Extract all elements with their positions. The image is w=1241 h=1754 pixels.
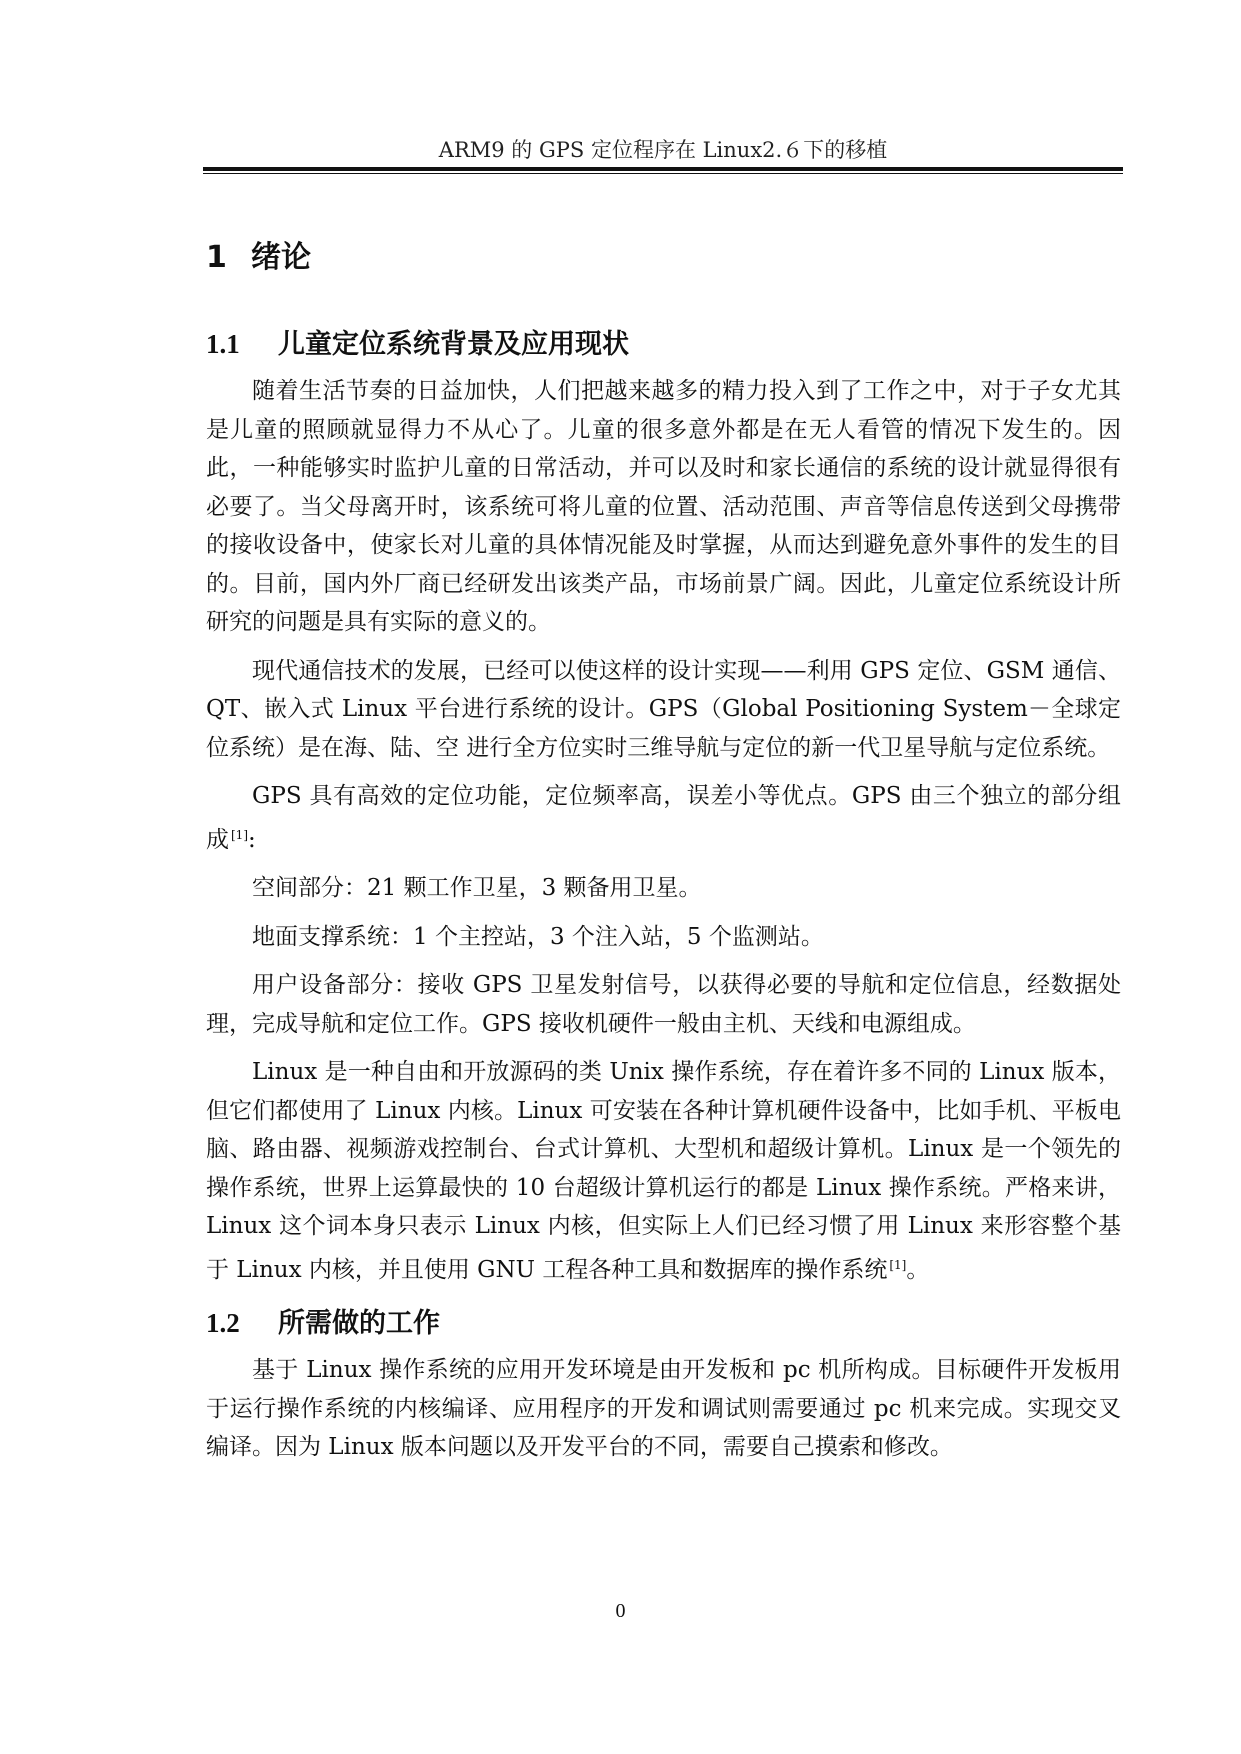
citation-marker: [1]: [889, 1257, 907, 1272]
chapter-number: 1: [206, 240, 227, 275]
paragraph: [206, 1053, 1121, 1289]
paragraph: 现代通信技术的发展，已经可以使这样的设计实现——利用 GPS 定位、GSM 通信、QT、嵌入式 Linux 平台进行系统的设计。GPS（Global Positioning System－全球定位系统）是在海、陆、空 进行全方位实时三维导航与定位的新一代卫星导航与定位系统。: [206, 657, 1121, 761]
paragraph-text: GPS 具有高效的定位功能，定位频率高，误差小等优点。GPS 由三个独立的部分组成: [206, 783, 1121, 853]
header-rule-thick: [203, 167, 1123, 171]
page-body: [206, 228, 1121, 1477]
running-header: ARM9 的 GPS 定位程序在 Linux2.６下的移植: [438, 138, 888, 162]
citation-marker: [1]: [231, 827, 248, 842]
section-heading-1-1: [206, 320, 1121, 368]
header-rule-thin: [203, 173, 1123, 174]
section-number: 1.2: [206, 1308, 240, 1338]
paragraph: [206, 777, 1121, 859]
paragraph: 空间部分：21 颗工作卫星，3 颗备用卫星。: [252, 875, 702, 901]
citation-suffix: 。: [906, 1256, 930, 1283]
paragraph: 用户设备部分：接收 GPS 卫星发射信号，以获得必要的导航和定位信息，经数据处理，完成导航和定位工作。GPS 接收机硬件一般由主机、天线和电源组成。: [206, 972, 1121, 1037]
paragraph-text: Linux 是一种自由和开放源码的类 Unix 操作系统，存在着许多不同的 Linux 版本，但它们都使用了 Linux 内核。Linux 可安装在各种计算机硬件设备中，比如手机、平板电脑、路由器、视频游戏控制台、台式计算机、大型机和超级计算机。Linux 是一个领先的操作系统，世界上运算最快的 10 台超级计算机运行的都是 Linux 操作系统。严格来讲，Linux 这个词本身只表示 Linux 内核，但实际上人们已经习惯了用 Linux 来形容整个基于 Linux 内核，并且使用 GNU 工程各种工具和数据库的操作系统: [206, 1059, 1121, 1283]
section-heading-1-2: [206, 1299, 1121, 1347]
section-number: 1.1: [206, 329, 240, 359]
section-title: 儿童定位系统背景及应用现状: [278, 329, 629, 360]
paragraph: 随着生活节奏的日益加快，人们把越来越多的精力投入到了工作之中，对于子女尤其是儿童的照顾就显得力不从心了。儿童的很多意外都是在无人看管的情况下发生的。因此，一种能够实时监护儿童的日常活动，并可以及时和家长通信的系统的设计就显得很有必要了。当父母离开时，该系统可将儿童的位置、活动范围、声音等信息传送到父母携带的接收设备中，使家长对儿童的具体情况能及时掌握，从而达到避免意外事件的发生的目的。目前，国内外厂商已经研发出该类产品，市场前景广阔。因此，儿童定位系统设计所研究的问题是具有实际的意义的。: [206, 378, 1121, 635]
paragraph: 地面支撑系统：1 个主控站，3 个注入站，5 个监测站。: [252, 923, 824, 950]
chapter-heading: [206, 228, 1121, 288]
citation-suffix: :: [248, 826, 256, 853]
paragraph: 基于 Linux 操作系统的应用开发环境是由开发板和 pc 机所构成。目标硬件开发板用于运行操作系统的内核编译、应用程序的开发和调试则需要通过 pc 机来完成。实现交叉编译。因为 Linux 版本问题以及开发平台的不同，需要自己摸索和修改。: [206, 1357, 1121, 1460]
chapter-title: 绪论: [251, 240, 311, 275]
section-title: 所需做的工作: [278, 1308, 440, 1339]
page-number: 0: [615, 1600, 626, 1622]
